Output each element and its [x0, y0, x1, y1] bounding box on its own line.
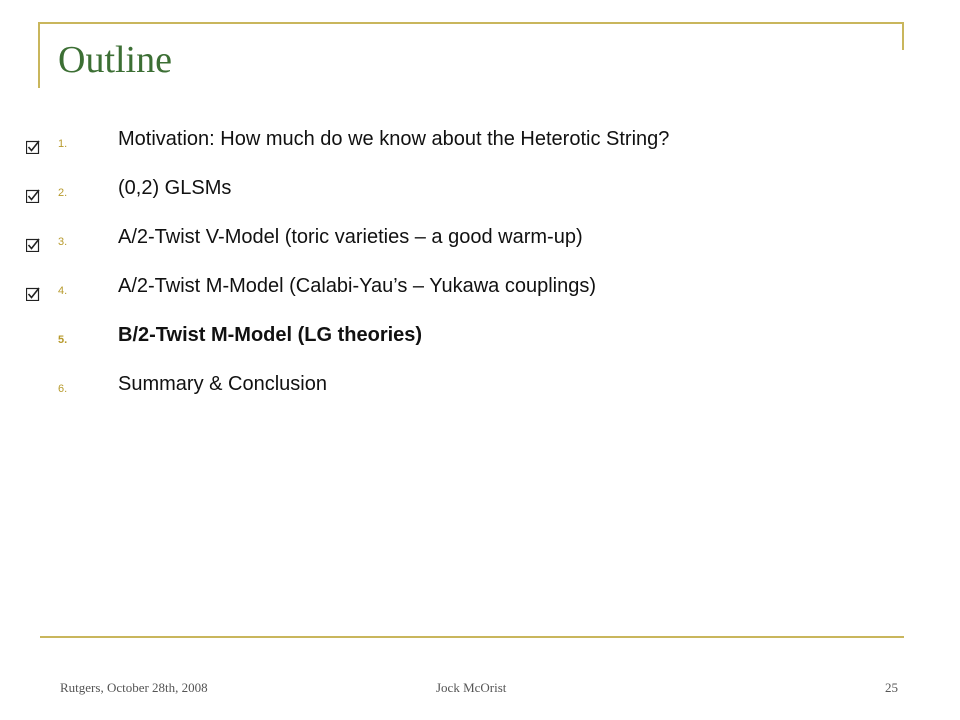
item-number: 3.	[58, 236, 68, 248]
item-text: Summary & Conclusion	[118, 373, 327, 395]
frame-left-line	[38, 22, 40, 88]
item-text: Motivation: How much do we know about the Heterotic String?	[118, 128, 670, 150]
checkbox-checked-icon	[26, 287, 40, 301]
frame-bottom-line	[40, 636, 904, 638]
item-number: 6.	[58, 383, 68, 395]
outline-item-3	[0, 226, 960, 266]
item-number: 1.	[58, 138, 68, 150]
checkbox-checked-icon	[26, 140, 40, 154]
frame-top-line	[40, 22, 904, 24]
footer-page-number: 25	[885, 680, 898, 695]
footer-author: Jock McOrist	[436, 680, 507, 695]
item-text: B/2-Twist M-Model (LG theories)	[118, 324, 423, 346]
outline-item-2	[0, 177, 960, 217]
outline-item-6	[0, 373, 960, 413]
item-number: 4.	[58, 285, 68, 297]
slide-title: Outline	[58, 39, 172, 81]
footer-venue-date: Rutgers, October 28th, 2008	[60, 680, 208, 695]
item-text: A/2-Twist V-Model (toric varieties – a good warm-up)	[118, 226, 583, 248]
outline-item-5-current	[0, 324, 960, 364]
item-text: (0,2) GLSMs	[118, 177, 232, 199]
item-number: 2.	[58, 187, 68, 199]
checkbox-checked-icon	[26, 189, 40, 203]
outline-item-1	[0, 128, 960, 168]
checkbox-checked-icon	[26, 238, 40, 252]
outline-item-4	[0, 275, 960, 315]
frame-right-line	[902, 22, 904, 50]
item-number: 5.	[58, 334, 68, 346]
item-text: A/2-Twist M-Model (Calabi-Yau’s – Yukawa couplings)	[118, 275, 596, 297]
